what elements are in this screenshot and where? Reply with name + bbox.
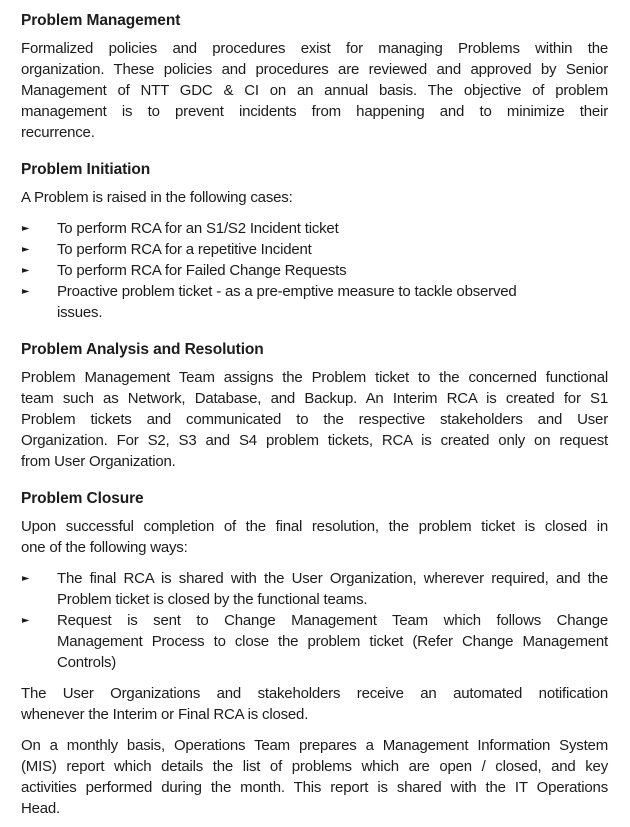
- bullet-triangle-icon: ►: [22, 573, 30, 584]
- text-line: one of the following ways:: [21, 539, 188, 556]
- bullet-triangle-icon: ►: [22, 615, 30, 626]
- text-line: A Problem is raised in the following cases:: [21, 189, 293, 206]
- text-line: Management of NTT GDC & CI on an annual basis. The objective of problem: [21, 82, 608, 99]
- list-item: [21, 260, 608, 281]
- text-line: To perform RCA for Failed Change Requests: [57, 262, 347, 279]
- list-item: [21, 218, 608, 239]
- text-line: The User Organizations and stakeholders receive an automated notification: [21, 685, 608, 702]
- paragraph-closure-intro: [21, 516, 608, 558]
- text-line: Formalized policies and procedures exist for managing Problems within the: [21, 40, 608, 57]
- bullet-list-closure: [21, 568, 608, 673]
- list-item: [21, 281, 608, 323]
- text-line: Organization. For S2, S3 and S4 problem tickets, RCA is created only on request: [21, 432, 608, 449]
- list-item: [21, 568, 608, 610]
- text-line: Problem ticket is closed by the functional teams.: [57, 591, 368, 608]
- list-item: [21, 239, 608, 260]
- text-line: Management Process to close the problem ticket (Refer Change Management: [57, 633, 608, 650]
- heading-problem-management: Problem Management: [21, 12, 181, 29]
- text-line: (MIS) report which details the list of problems which are open / closed, and key: [21, 758, 608, 775]
- text-line: issues.: [57, 304, 103, 321]
- text-line: Problem tickets and communicated to the respective stakeholders and User: [21, 411, 608, 428]
- text-line: To perform RCA for a repetitive Incident: [57, 241, 312, 258]
- text-line: activities performed during the month. This report is shared with the IT Operations: [21, 779, 608, 796]
- text-line: team such as Network, Database, and Backup. An Interim RCA is created for S1: [21, 390, 608, 407]
- text-line: Request is sent to Change Management Team which follows Change: [57, 612, 608, 629]
- bullet-triangle-icon: ►: [22, 265, 30, 276]
- paragraph-mis-report: [21, 735, 608, 819]
- heading-problem-initiation: Problem Initiation: [21, 161, 151, 178]
- text-line: Problem Management Team assigns the Problem ticket to the concerned functional: [21, 369, 608, 386]
- text-line: Proactive problem ticket - as a pre-emptive measure to tackle observed: [57, 283, 517, 300]
- text-line: management is to prevent incidents from happening and to minimize their: [21, 103, 608, 120]
- text-line: Upon successful completion of the final resolution, the problem ticket is closed in: [21, 518, 608, 535]
- bullet-list-initiation: [21, 218, 608, 323]
- paragraph-analysis: [21, 367, 608, 472]
- text-line: organization. These policies and procedures are reviewed and approved by Senior: [21, 61, 608, 78]
- text-line: from User Organization.: [21, 453, 176, 470]
- paragraph-policies: [21, 38, 608, 143]
- text-line: To perform RCA for an S1/S2 Incident ticket: [57, 220, 339, 237]
- heading-problem-analysis-and-resolution: Problem Analysis and Resolution: [21, 341, 264, 358]
- heading-problem-closure: Problem Closure: [21, 490, 144, 507]
- paragraph-initiation-intro: [21, 187, 608, 208]
- paragraph-notification: [21, 683, 608, 725]
- bullet-triangle-icon: ►: [22, 244, 30, 255]
- bullet-triangle-icon: ►: [22, 223, 30, 234]
- text-line: whenever the Interim or Final RCA is closed.: [21, 706, 309, 723]
- list-item: [21, 610, 608, 673]
- text-line: Head.: [21, 800, 61, 817]
- text-line: Controls): [57, 654, 117, 671]
- text-line: The final RCA is shared with the User Organization, wherever required, and the: [57, 570, 608, 587]
- bullet-triangle-icon: ►: [22, 286, 30, 297]
- text-line: On a monthly basis, Operations Team prepares a Management Information System: [21, 737, 608, 754]
- text-line: recurrence.: [21, 124, 95, 141]
